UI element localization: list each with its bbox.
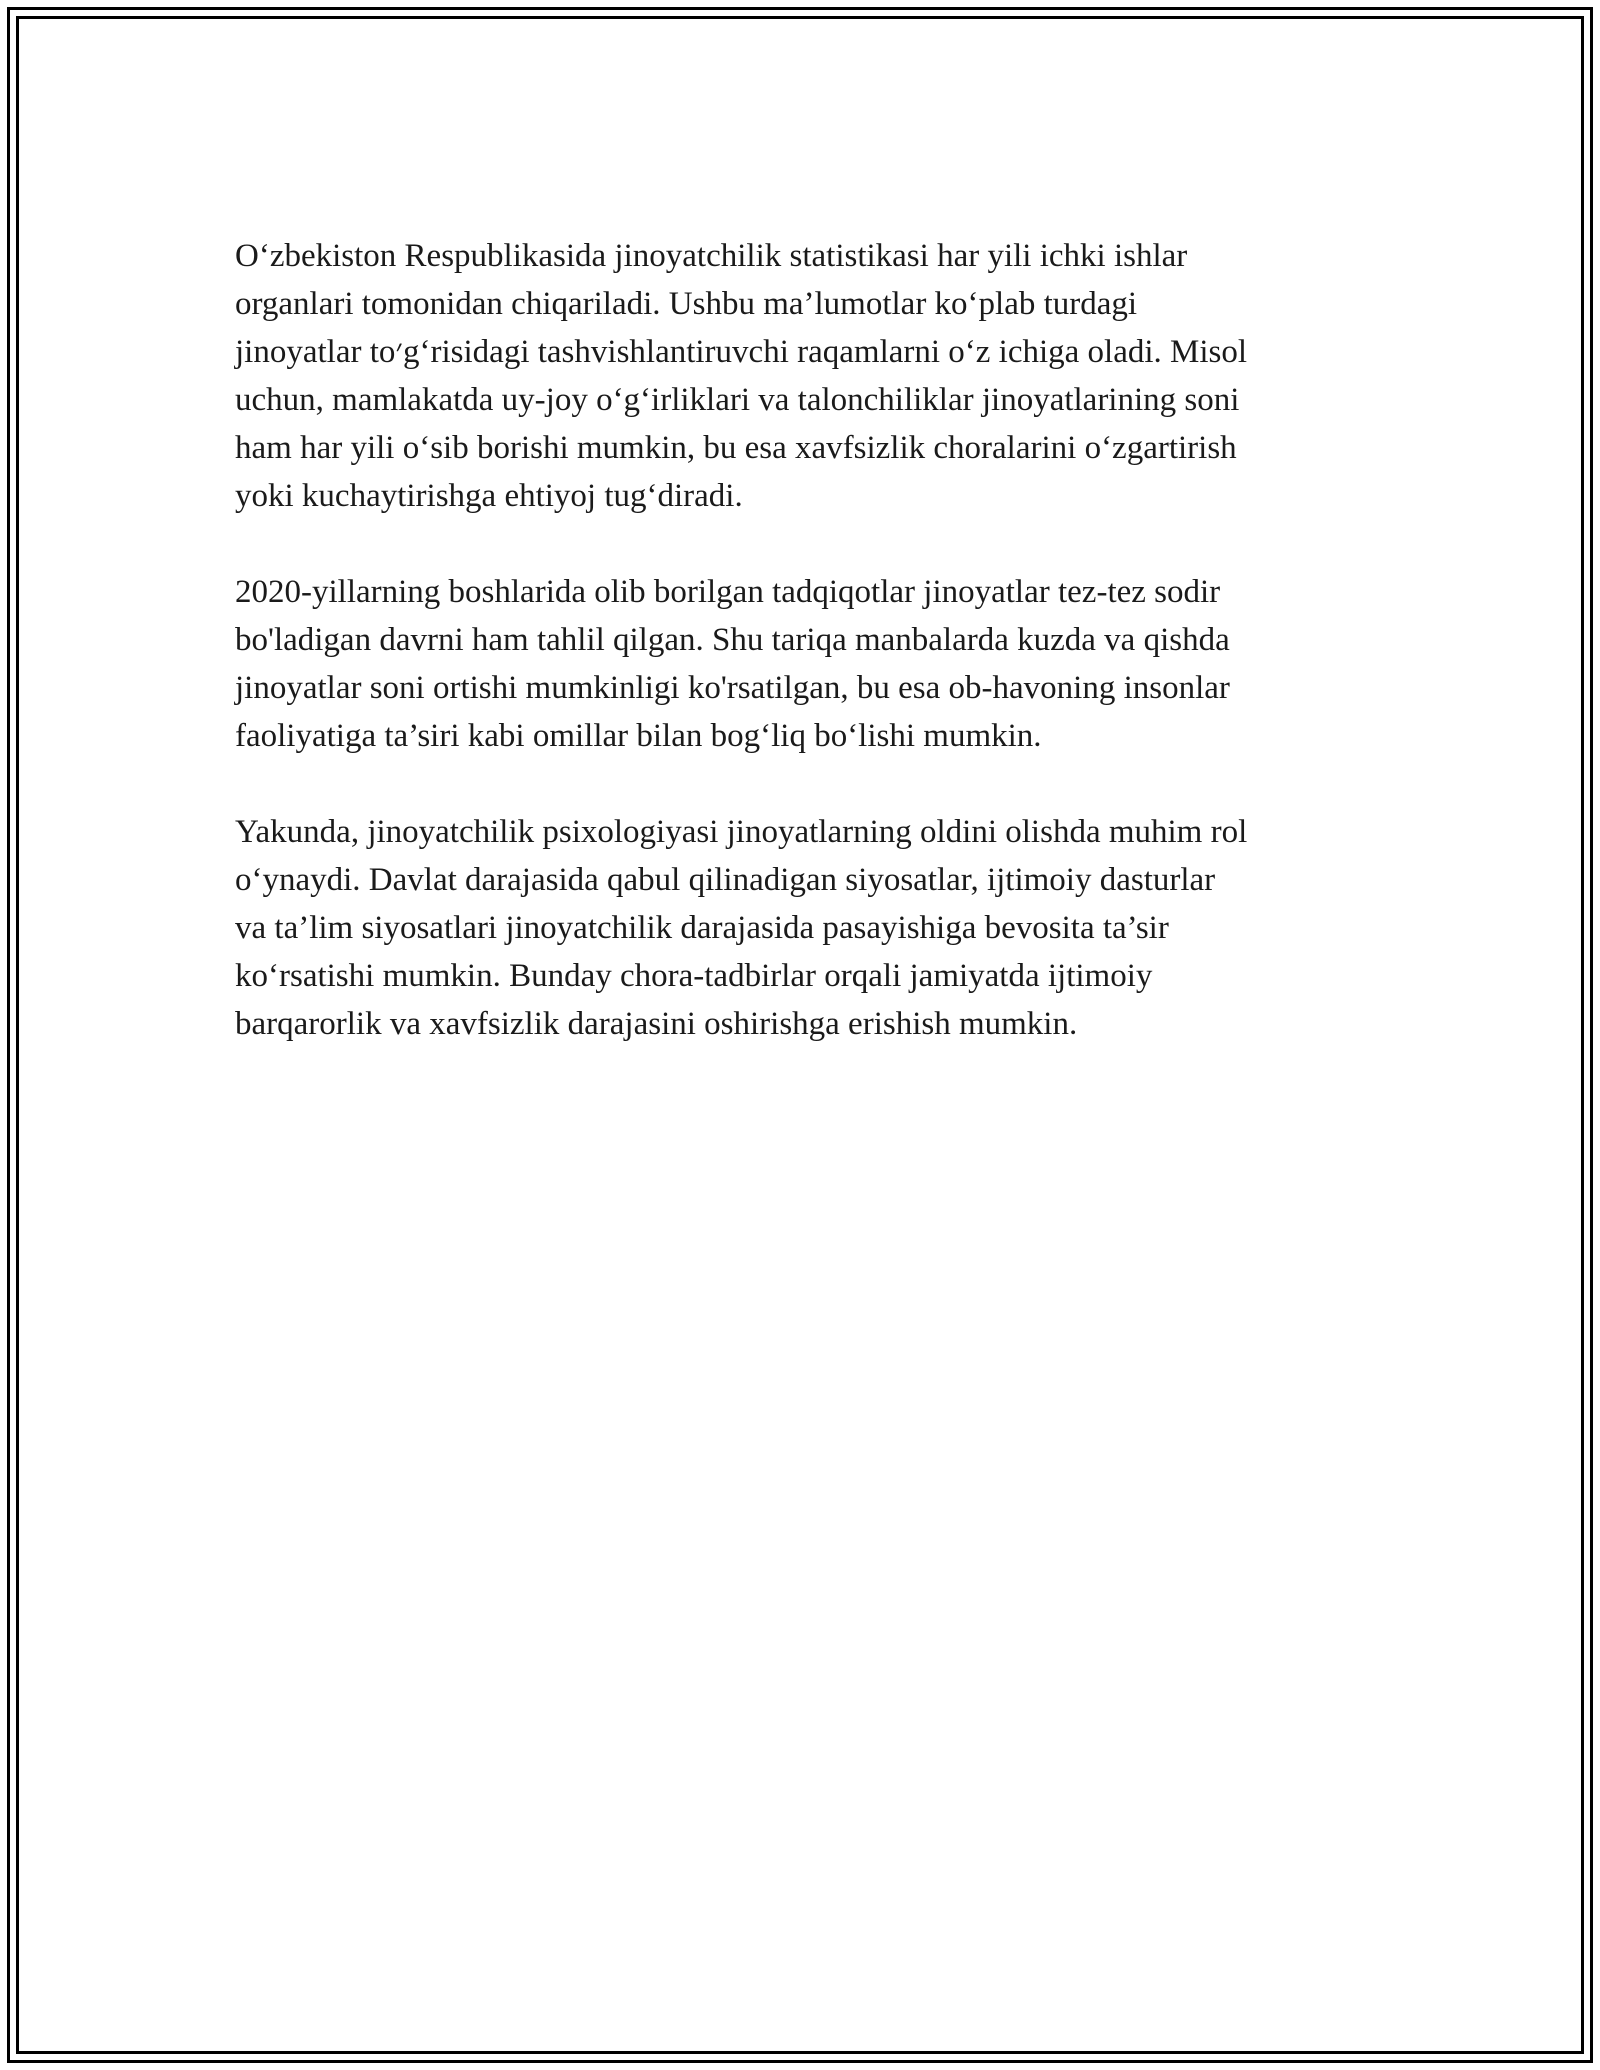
document-body: [235, 232, 1375, 1096]
paragraph-crime-statistics: O‘zbekiston Respublikasida jinoyatchilik statistikasi har yili ichki ishlar organlari tomonidan chiqariladi. Ushbu ma’lumotlar ko‘plab turdagi jinoyatlar to׳g‘risidagi tashvishlantiruvchi raqamlarni o‘z ichiga oladi. Misol uchun, mamlakatda uy-joy o‘g‘irliklari va talonchiliklar jinoyatlarining soni ham har yili o‘sib borishi mumkin, bu esa xavfsizlik choralarini o‘zgartirish yoki kuchaytirishga ehtiyoj tug‘diradi.: [235, 238, 1248, 514]
paragraph-seasonal-research: 2020-yillarning boshlarida olib borilgan tadqiqotlar jinoyatlar tez-tez sodir bo'ladigan davrni ham tahlil qilgan. Shu tariqa manbalarda kuzda va qishda jinoyatlar soni ortishi mumkinligi ko'rsatilgan, bu esa ob-havoning insonlar faoliyatiga ta’siri kabi omillar bilan bog‘liq bo‘lishi mumkin.: [235, 574, 1230, 754]
paragraph-conclusion: Yakunda, jinoyatchilik psixologiyasi jinoyatlarning oldini olishda muhim rol o‘ynaydi. Davlat darajasida qabul qilinadigan siyosatlar, ijtimoiy dasturlar va ta’lim siyosatlari jinoyatchilik darajasida pasayishiga bevosita ta’sir ko‘rsatishi mumkin. Bunday chora-tadbirlar orqali jamiyatda ijtimoiy barqarorlik va xavfsizlik darajasini oshirishga erishish mumkin.: [235, 814, 1248, 1042]
